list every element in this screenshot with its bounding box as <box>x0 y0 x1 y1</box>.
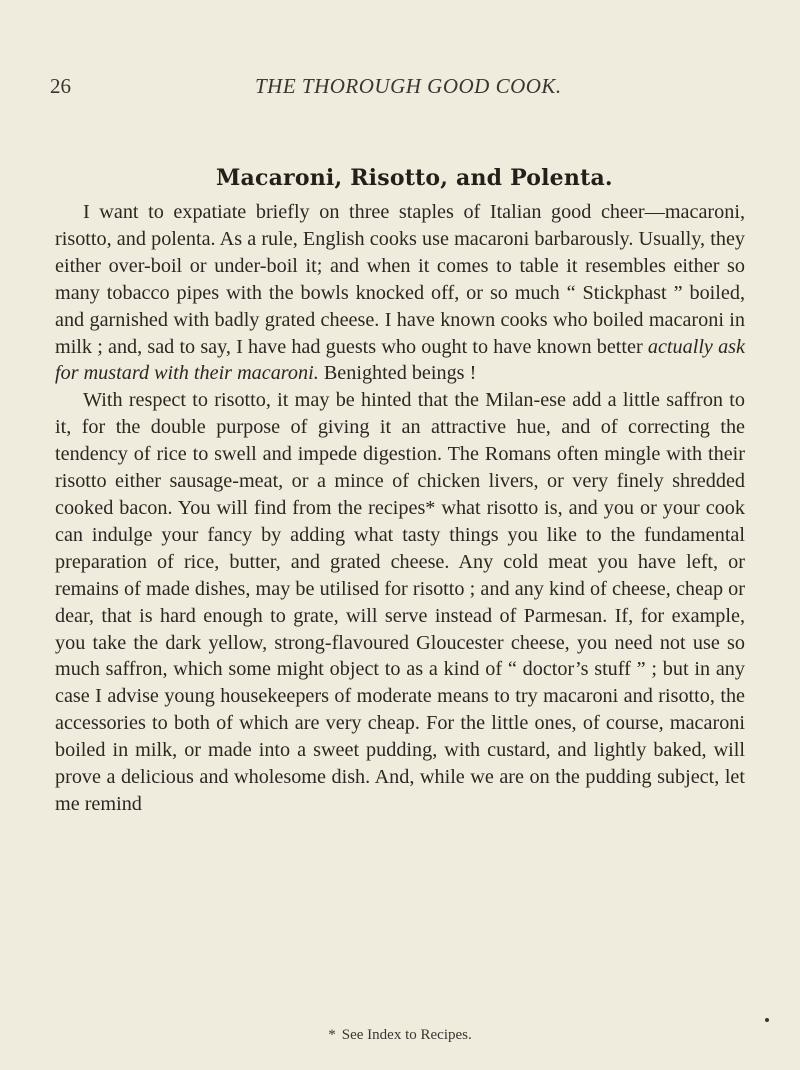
book-title: THE THOROUGH GOOD COOK. <box>255 74 562 98</box>
footnote-text: See Index to Recipes. <box>341 1027 472 1043</box>
body-text <box>55 199 745 818</box>
page-number: 26 <box>50 74 71 98</box>
running-head <box>0 74 800 102</box>
paragraph-text: Benighted beings ! <box>318 362 477 385</box>
footnote-mark: * <box>328 1027 336 1043</box>
paragraph-text: I want to expatiate briefly on three staples of Italian good cheer—macaroni, risotto, and polenta. As a rule, English cooks use macaroni barbarously. Usually, they either over-boil or under-boil it; and when it comes to table it resembles either so many tobacco pipes with the bowls knocked off, or so much “ Stickphast ” boiled, and garnished with badly grated cheese. I have known cooks who boiled macaroni in milk ; and, sad to say, I have had guests who ought to have known better <box>55 201 745 358</box>
paragraph-risotto <box>55 387 745 818</box>
emphasis-text: actually ask for mustard with their macaroni. <box>55 335 745 385</box>
margin-dot <box>765 1018 769 1022</box>
section-title: Macaroni, Risotto, and Polenta. <box>216 165 613 191</box>
paragraph-text: With respect to risotto, it may be hinted that the Milan-ese add a little saffron to it, for the double purpose of giving it an attractive hue, and of correcting the tendency of rice to swell and impede digestion. The Romans often mingle with their risotto either sausage-meat, or a mince of chicken livers, or very finely shredded cooked bacon. You will find from the recipes* what risotto is, and you or your cook can indulge your fancy by adding what tasty things you like to the fundamental preparation of rice, butter, and grated cheese. Any cold meat you have left, or remains of made dishes, may be utilised for risotto ; and any kind of cheese, cheap or dear, that is hard enough to grate, will serve instead of Parmesan. If, for example, you take the dark yellow, strong-flavoured Gloucester cheese, you need not use so much saffron, which some might object to as a kind of “ doctor’s stuff ” ; but in any case I advise young housekeepers of moderate means to try macaroni and risotto, the accessories to both of which are very cheap. For the little ones, of course, macaroni boiled in milk, or made into a sweet pudding, with custard, and lightly baked, will prove a delicious and wholesome dish. And, while we are on the pudding subject, let me remind <box>55 389 745 815</box>
paragraph-macaroni <box>55 199 745 387</box>
footnote <box>0 1027 800 1044</box>
